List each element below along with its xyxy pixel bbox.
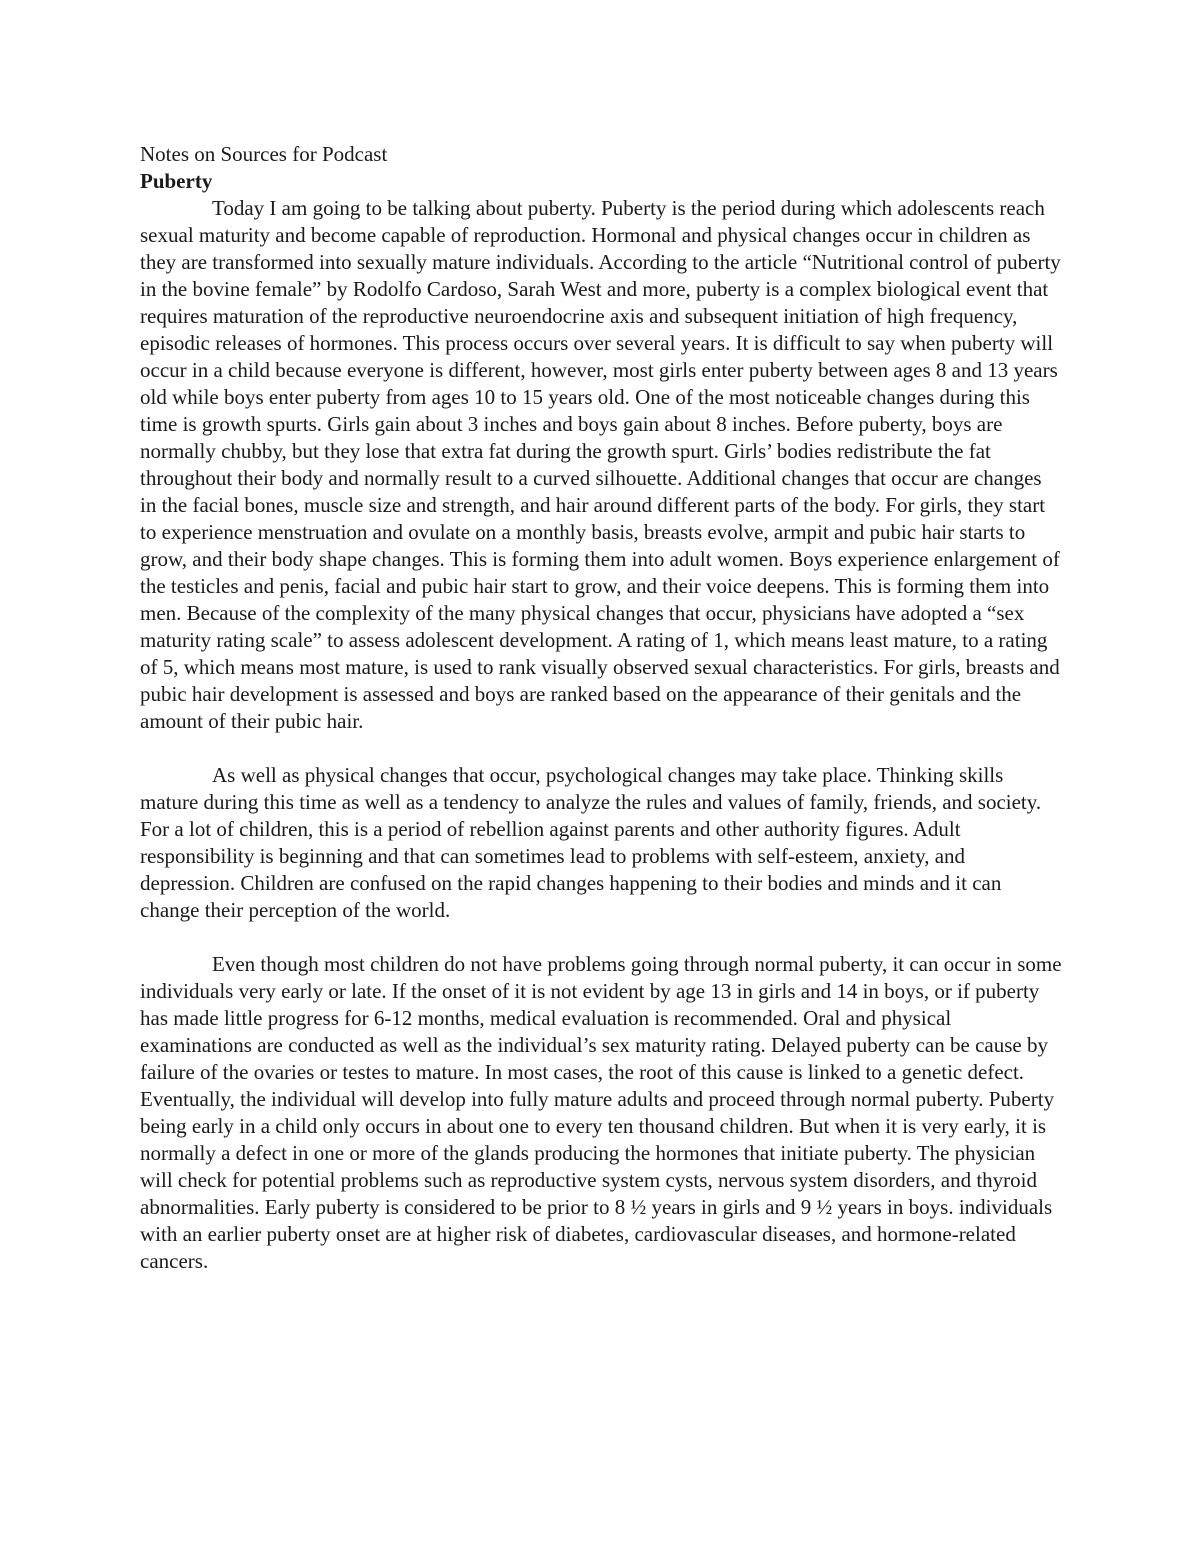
paragraph-early-late-puberty: Even though most children do not have problems going through normal puberty, it can occur in some individuals very early or late. If the onset of it is not evident by age 13 in girls and 14 in boys, or if puberty has made little progress for 6-12 months, medical evaluation is recommended. Oral and physical examinations are conducted as well as the individual’s sex maturity rating. Delayed puberty can be cause by failure of the ovaries or testes to mature. In most cases, the root of this cause is linked to a genetic defect. Eventually, the individual will develop into fully mature adults and proceed through normal puberty. Puberty being early in a child only occurs in about one to every ten thousand children. But when it is very early, it is normally a defect in one or more of the glands producing the hormones that initiate puberty. The physician will check for potential problems such as reproductive system cysts, nervous system disorders, and thyroid abnormalities. Early puberty is considered to be prior to 8 ½ years in girls and 9 ½ years in boys. individuals with an earlier puberty onset are at higher risk of diabetes, cardiovascular diseases, and hormone-related cancers.	[140, 952, 1062, 1273]
document-title: Puberty	[140, 169, 213, 193]
paragraph-physical-changes: Today I am going to be talking about puberty. Puberty is the period during which adolescents reach sexual maturity and become capable of reproduction. Hormonal and physical changes occur in children as they are transformed into sexually mature individuals. According to the article “Nutritional control of puberty in the bovine female” by Rodolfo Cardoso, Sarah West and more, puberty is a complex biological event that requires maturation of the reproductive neuroendocrine axis and subsequent initiation of high frequency, episodic releases of hormones. This process occurs over several years. It is difficult to say when puberty will occur in a child because everyone is different, however, most girls enter puberty between ages 8 and 13 years old while boys enter puberty from ages 10 to 15 years old. One of the most noticeable changes during this time is growth spurts. Girls gain about 3 inches and boys gain about 8 inches. Before puberty, boys are normally chubby, but they lose that extra fat during the growth spurt. Girls’ bodies redistribute the fat throughout their body and normally result to a curved silhouette. Additional changes that occur are changes in the facial bones, muscle size and strength, and hair around different parts of the body. For girls, they start to experience menstruation and ovulate on a monthly basis, breasts evolve, armpit and pubic hair starts to grow, and their body shape changes. This is forming them into adult women. Boys experience enlargement of the testicles and penis, facial and pubic hair start to grow, and their voice deepens. This is forming them into men. Because of the complexity of the many physical changes that occur, physicians have adopted a “sex maturity rating scale” to assess adolescent development. A rating of 1, which means least mature, to a rating of 5, which means most mature, is used to rank visually observed sexual characteristics. For girls, breasts and pubic hair development is assessed and boys are ranked based on the appearance of their genitals and the amount of their pubic hair.	[140, 196, 1061, 733]
document-body	[140, 141, 1062, 1275]
paragraph-psychological-changes: As well as physical changes that occur, psychological changes may take place. Thinking skills mature during this time as well as a tendency to analyze the rules and values of family, friends, and society. For a lot of children, this is a period of rebellion against parents and other authority figures. Adult responsibility is beginning and that can sometimes lead to problems with self-esteem, anxiety, and depression. Children are confused on the rapid changes happening to their bodies and minds and it can change their perception of the world.	[140, 763, 1042, 922]
document-header: Notes on Sources for Podcast	[140, 142, 388, 166]
